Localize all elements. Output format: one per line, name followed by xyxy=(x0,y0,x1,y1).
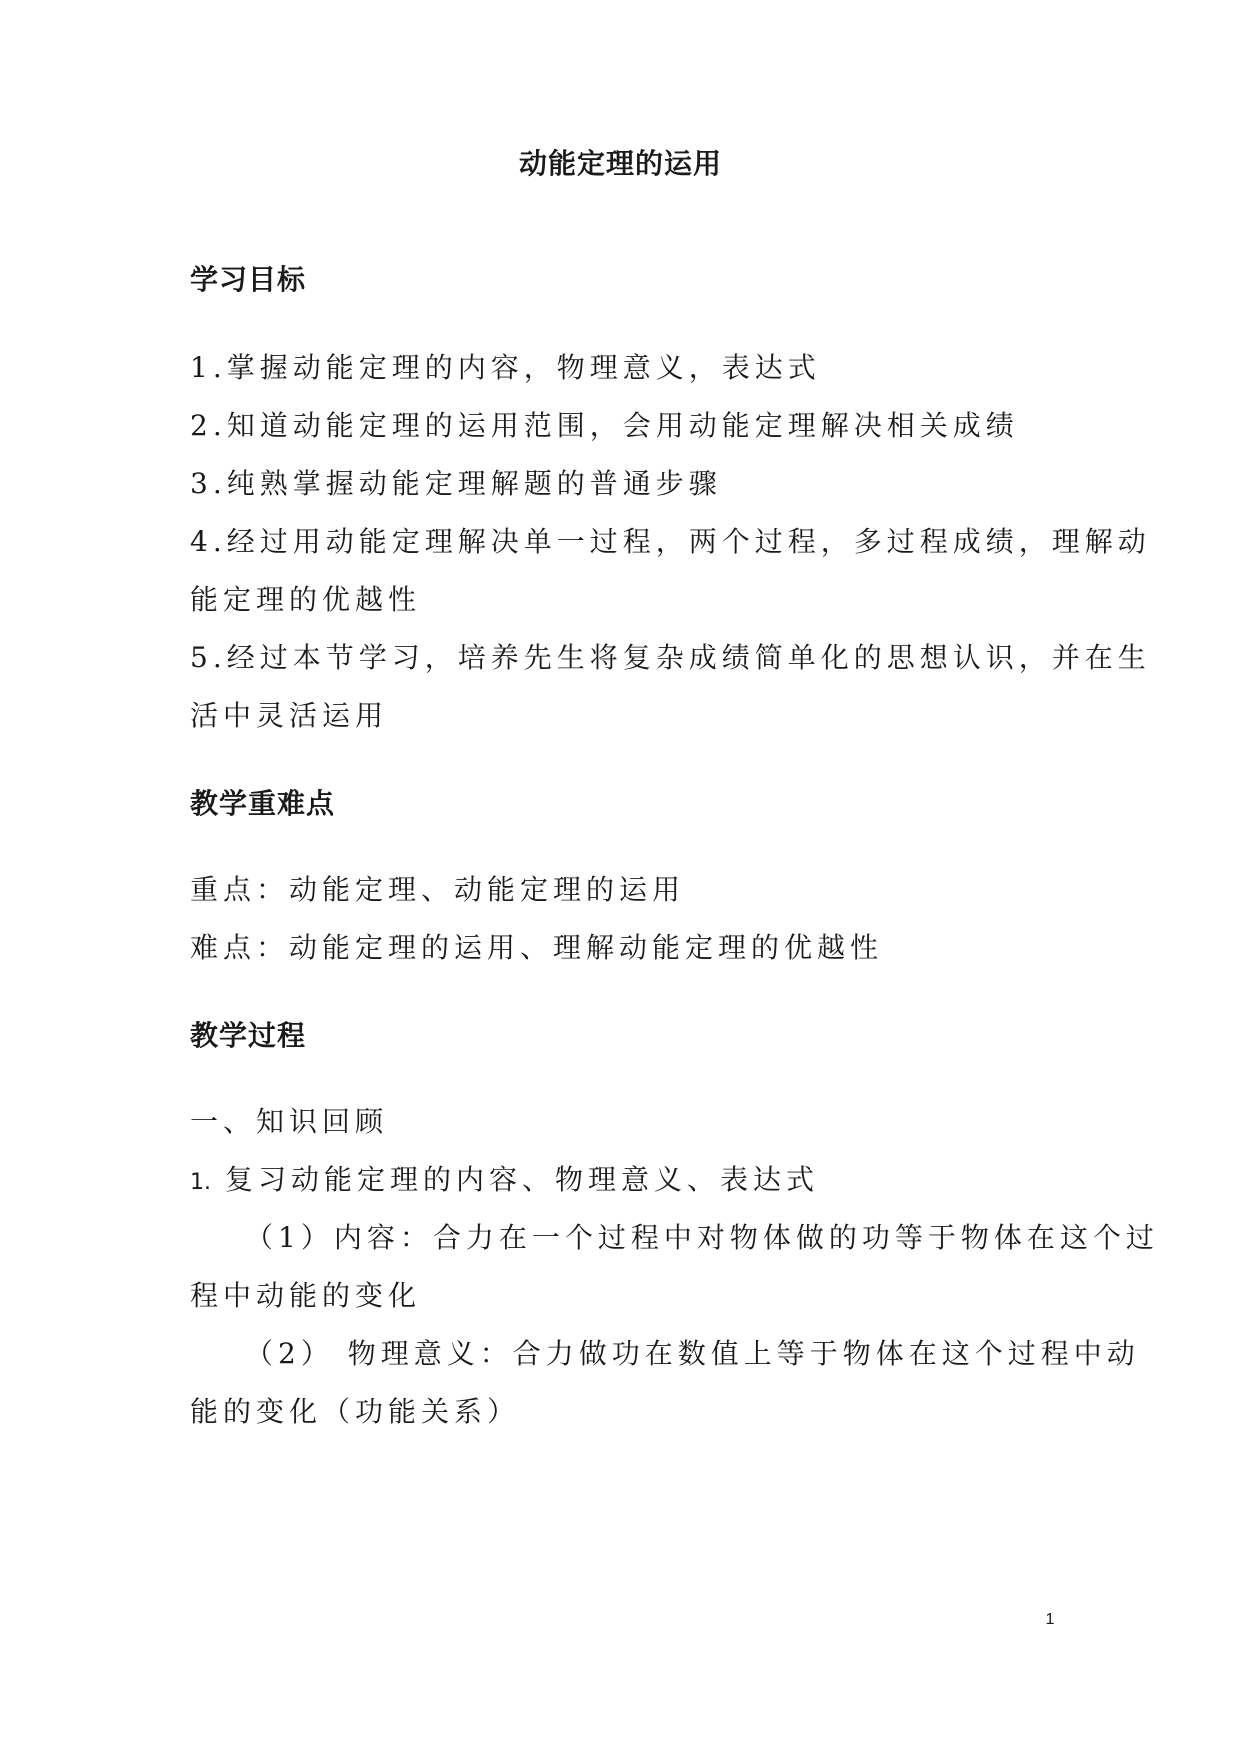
objective-item-1: 1.掌握动能定理的内容，物理意义，表达式 xyxy=(190,351,821,384)
physical-meaning-continued: 能的变化（功能关系） xyxy=(190,1395,521,1428)
objective-item-5: 5.经过本节学习，培养先生将复杂成绩简单化的思想认识，并在生 xyxy=(190,641,1151,674)
page-number: 1 xyxy=(1045,1611,1055,1628)
physical-meaning: （2） 物理意义：合力做功在数值上等于物体在这个过程中动 xyxy=(245,1337,1140,1370)
review-item-1-text: 复习动能定理的内容、物理意义、表达式 xyxy=(225,1163,820,1196)
document-title: 动能定理的运用 xyxy=(518,147,722,180)
key-points-heading: 教学重难点 xyxy=(190,787,336,820)
review-item-1 xyxy=(190,1160,819,1203)
objective-item-2: 2.知道动能定理的运用范围，会用动能定理解决相关成绩 xyxy=(190,409,1019,442)
content-definition: （1）内容：合力在一个过程中对物体做的功等于物体在这个过 xyxy=(245,1221,1159,1254)
review-subheading: 一、知识回顾 xyxy=(190,1105,389,1138)
objectives-heading: 学习目标 xyxy=(190,263,307,296)
objective-item-5-continued: 活中灵活运用 xyxy=(190,699,389,732)
key-point-item: 重点：动能定理、动能定理的运用 xyxy=(190,873,686,906)
objective-item-4: 4.经过用动能定理解决单一过程，两个过程，多过程成绩，理解动 xyxy=(190,525,1151,558)
objective-item-4-continued: 能定理的优越性 xyxy=(190,583,422,616)
difficult-point-item: 难点：动能定理的运用、理解动能定理的优越性 xyxy=(190,931,884,964)
content-definition-continued: 程中动能的变化 xyxy=(190,1279,422,1312)
objective-item-3: 3.纯熟掌握动能定理解题的普通步骤 xyxy=(190,467,722,500)
process-heading: 教学过程 xyxy=(190,1019,307,1052)
review-item-1-number: 1. xyxy=(190,1170,211,1195)
